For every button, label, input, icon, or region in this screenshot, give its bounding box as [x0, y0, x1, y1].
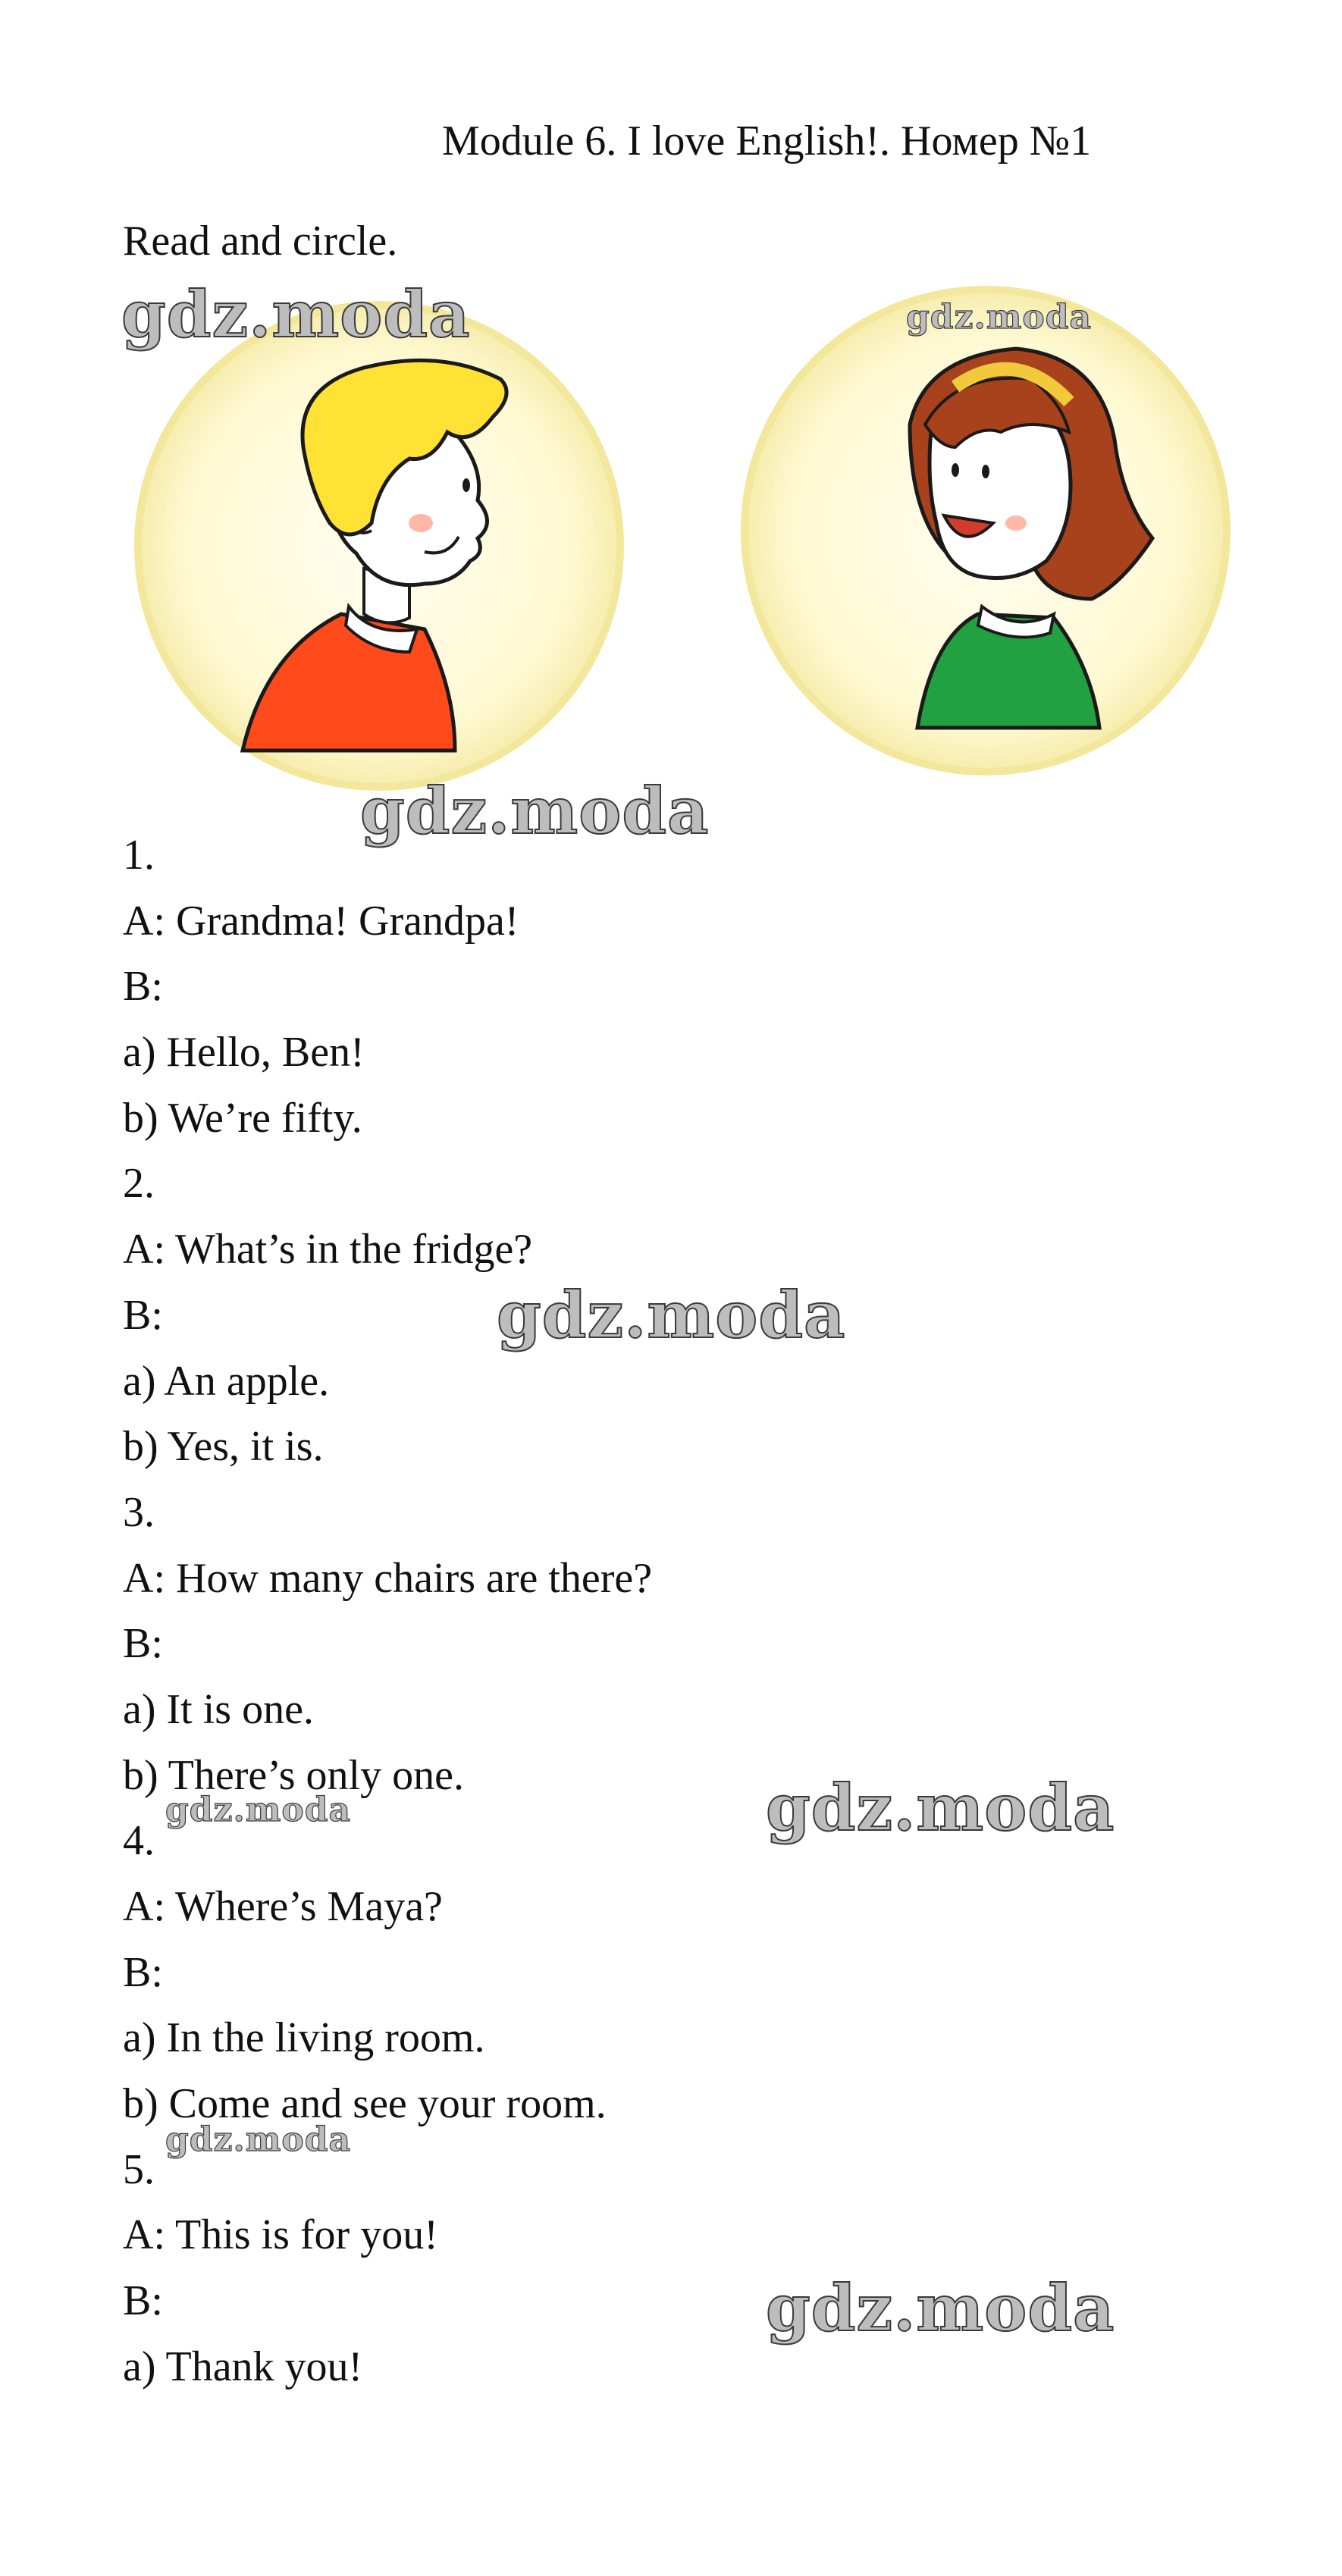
answer-prompt: B:	[123, 1620, 163, 1668]
question-line: A: This is for you!	[123, 2211, 438, 2259]
answer-option[interactable]: b) Yes, it is.	[123, 1423, 324, 1471]
answer-prompt: B:	[123, 1291, 163, 1339]
answer-option[interactable]: a) Thank you!	[123, 2343, 363, 2390]
answer-option[interactable]: b) Come and see your room.	[123, 2080, 607, 2128]
answer-prompt: B:	[123, 2277, 163, 2325]
answer-option[interactable]: b) We’re fifty.	[123, 1094, 362, 1142]
watermark: gdz.moda	[165, 2120, 352, 2159]
watermark: gdz.moda	[497, 1277, 846, 1352]
answer-option[interactable]: a) An apple.	[123, 1357, 330, 1405]
item-number: 4.	[123, 1817, 155, 1865]
item-number: 1.	[123, 832, 155, 879]
question-line: A: What’s in the fridge?	[123, 1226, 533, 1274]
answer-option[interactable]: a) Hello, Ben!	[123, 1029, 365, 1076]
instruction: Read and circle.	[123, 218, 398, 265]
answer-prompt: B:	[123, 1948, 163, 1996]
boy-illustration	[121, 296, 637, 811]
watermark: gdz.moda	[766, 1770, 1115, 1845]
page-title: Module 6. I love English!. Номер №1	[442, 118, 1092, 165]
watermark: gdz.moda	[906, 298, 1093, 337]
watermark: gdz.moda	[121, 277, 471, 352]
answer-option[interactable]: a) It is one.	[123, 1685, 314, 1733]
question-line: A: How many chairs are there?	[123, 1554, 653, 1602]
item-number: 2.	[123, 1160, 155, 1208]
watermark: gdz.moda	[165, 1791, 352, 1829]
girl-illustration	[728, 273, 1243, 788]
item-number: 5.	[123, 2145, 155, 2193]
answer-prompt: B:	[123, 963, 163, 1011]
watermark: gdz.moda	[766, 2270, 1115, 2346]
answer-option[interactable]: a) In the living room.	[123, 2014, 485, 2062]
question-line: A: Where’s Maya?	[123, 1883, 443, 1930]
answer-option[interactable]: b) There’s only one.	[123, 1751, 464, 1799]
exercise-lines	[123, 823, 652, 2400]
item-number: 3.	[123, 1488, 155, 1536]
question-line: A: Grandma! Grandpa!	[123, 897, 519, 945]
watermark: gdz.moda	[360, 773, 710, 848]
